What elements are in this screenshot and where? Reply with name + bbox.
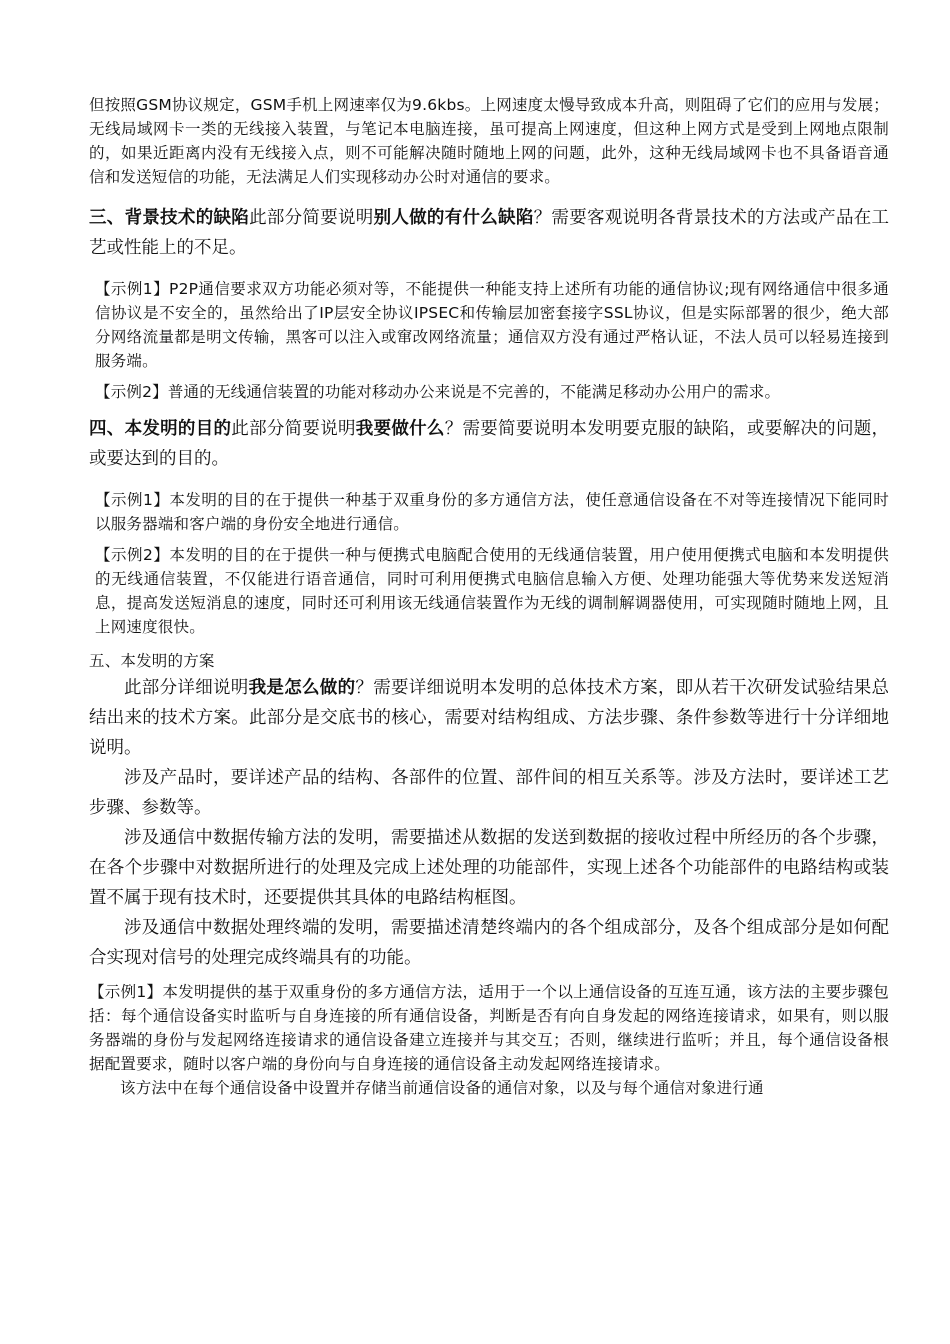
- section-5-paragraph-2: 涉及产品时，要详述产品的结构、各部件的位置、部件间的相互关系等。涉及方法时，要详述工艺步骤、参数等。: [89, 768, 889, 818]
- section-3-example-2: 【示例2】普通的无线通信装置的功能对移动办公来说是不完善的，不能满足移动办公用户的需求。: [95, 383, 781, 401]
- section-5-paragraph-1: [89, 673, 889, 763]
- section-3-example-1: 【示例1】P2P通信要求双方功能必须对等，不能提供一种能支持上述所有功能的通信协议;现有网络通信中很多通信协议是不安全的，虽然给出了IP层安全协议IPSEC和传输层加密套接字SSL协议，但是实际部署的很少，绝大部分网络流量都是明文传输，黑客可以注入或窜改网络流量；通信双方没有通过严格认证，不法人员可以轻易连接到服务端。: [95, 280, 889, 370]
- section-5-heading: 五、本发明的方案: [89, 652, 215, 670]
- section-5-paragraph-3: 涉及通信中数据传输方法的发明，需要描述从数据的发送到数据的接收过程中所经历的各个步骤，在各个步骤中对数据所进行的处理及完成上述处理的功能部件，实现上述各个功能部件的电路结构或装置不属于现有技术时，还要提供其具体的电路结构框图。: [89, 828, 889, 908]
- document-page: [89, 93, 889, 1100]
- section-4-heading: 四、本发明的目的: [89, 419, 232, 439]
- section-5-para1-a: 此部分详细说明: [124, 678, 249, 698]
- section-4-intro-b: ？需要简要说明本发明要克服的缺陷，或要解决的问题，或要达到的目的。: [89, 419, 890, 469]
- section-5-para1-b: ？需要详细说明本发明的总体技术方案，即从若干次研发试验结果总结出来的技术方案。此部分是交底书的核心，需要对结构组成、方法步骤、条件参数等进行十分详细地说明。: [89, 678, 890, 758]
- section-3-heading: 三、背景技术的缺陷: [89, 208, 250, 228]
- section-4-paragraph: [89, 414, 889, 474]
- section-4-example-1: 【示例1】本发明的目的在于提供一种基于双重身份的多方通信方法，使任意通信设备在不对等连接情况下能同时以服务器端和客户端的身份安全地进行通信。: [95, 491, 889, 533]
- section-5-example-1: 【示例1】本发明提供的基于双重身份的多方通信方法，适用于一个以上通信设备的互连互通，该方法的主要步骤包括：每个通信设备实时监听与自身连接的所有通信设备，判断是否有向自身发起的网络连接请求，如果有，则以服务器端的身份与发起网络连接请求的通信设备建立连接并与其交互；否则，继续进行监听；并且，每个通信设备根据配置要求，随时以客户端的身份向与自身连接的通信设备主动发起网络连接请求。: [89, 983, 889, 1073]
- section-3-intro-b: ？需要客观说明各背景技术的方法或产品在工艺或性能上的不足。: [89, 208, 890, 258]
- section-5-paragraph-4: 涉及通信中数据处理终端的发明，需要描述清楚终端内的各个组成部分，及各个组成部分是如何配合实现对信号的处理完成终端具有的功能。: [89, 918, 889, 968]
- section-4-example-2: 【示例2】本发明的目的在于提供一种与便携式电脑配合使用的无线通信装置，用户使用便携式电脑和本发明提供的无线通信装置，不仅能进行语音通信，同时可利用便携式电脑信息输入方便、处理功能强大等优势来发送短消息，提高发送短消息的速度，同时还可利用该无线通信装置作为无线的调制解调器使用，可实现随时随地上网，且上网速度很快。: [95, 546, 889, 636]
- section-5-example-1-continued: 该方法中在每个通信设备中设置并存储当前通信设备的通信对象，以及与每个通信对象进行通: [120, 1079, 764, 1097]
- section-4-intro-a: 此部分简要说明: [231, 419, 356, 439]
- section-5-para1-emphasis: 我是怎么做的: [248, 678, 356, 698]
- section-4-emphasis: 我要做什么: [355, 419, 445, 439]
- section-3-intro-a: 此部分简要说明: [249, 208, 374, 228]
- section-3-paragraph: [89, 203, 889, 263]
- intro-paragraph: 但按照GSM协议规定，GSM手机上网速率仅为9.6kbs。上网速度太慢导致成本升高，则阻碍了它们的应用与发展；无线局域网卡一类的无线接入装置，与笔记本电脑连接，虽可提高上网速度，但这种上网方式是受到上网地点限制的，如果近距离内没有无线接入点，则不可能解决随时随地上网的问题，此外，这种无线局域网卡也不具备语音通信和发送短信的功能，无法满足人们实现移动办公时对通信的要求。: [89, 96, 889, 186]
- section-3-emphasis: 别人做的有什么缺陷: [373, 208, 534, 228]
